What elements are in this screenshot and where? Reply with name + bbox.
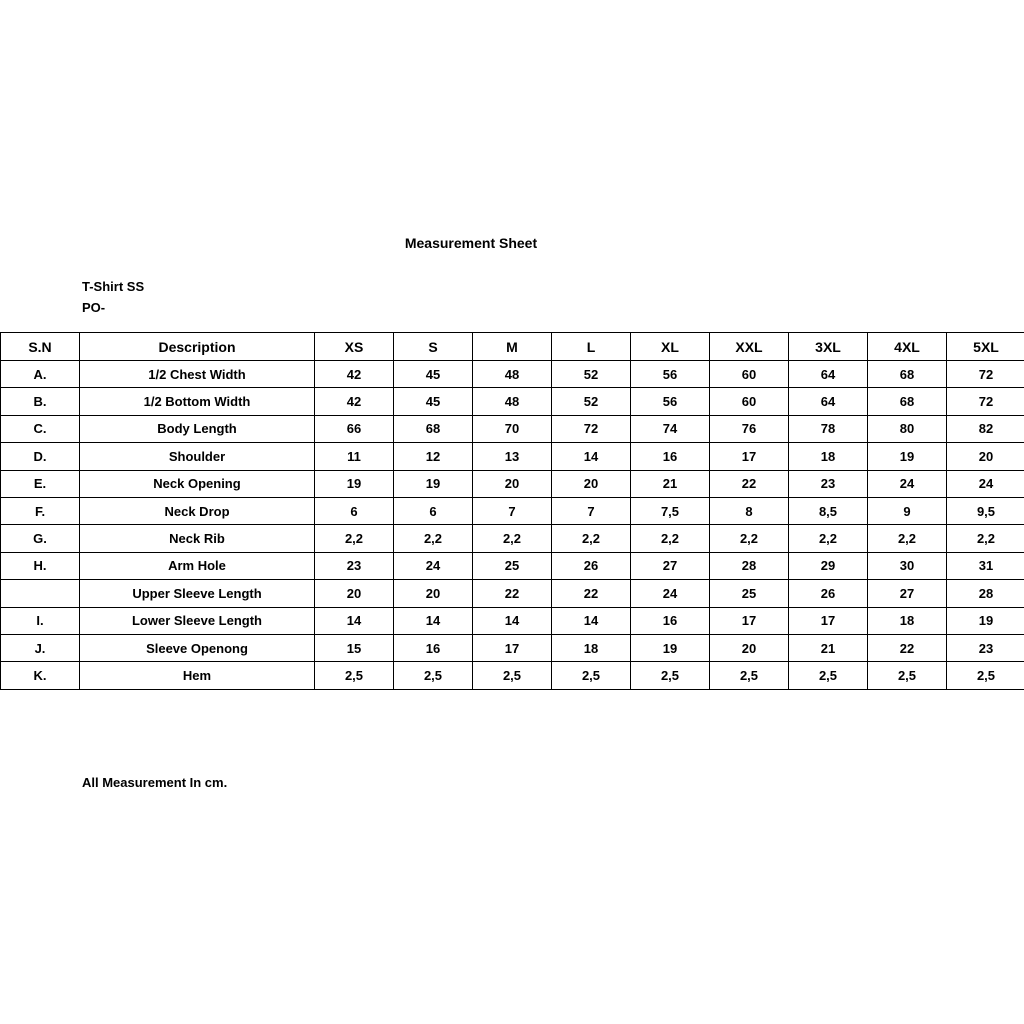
measurement-cell: 7 bbox=[552, 497, 631, 524]
row-serial-cell: A. bbox=[1, 361, 80, 388]
measurement-cell: 16 bbox=[631, 443, 710, 470]
table-body bbox=[1, 361, 1024, 690]
column-header-size-5xl: 5XL bbox=[947, 333, 1024, 361]
row-description-cell: 1/2 Bottom Width bbox=[80, 388, 315, 415]
column-header-description: Description bbox=[80, 333, 315, 361]
measurement-cell: 2,5 bbox=[947, 662, 1024, 689]
measurement-cell: 2,2 bbox=[473, 525, 552, 552]
row-serial-cell: C. bbox=[1, 415, 80, 442]
measurement-cell: 17 bbox=[789, 607, 868, 634]
measurement-cell: 9,5 bbox=[947, 497, 1024, 524]
measurement-cell: 15 bbox=[315, 634, 394, 661]
measurement-cell: 56 bbox=[631, 388, 710, 415]
measurement-cell: 2,2 bbox=[789, 525, 868, 552]
measurement-cell: 23 bbox=[789, 470, 868, 497]
row-serial-cell: F. bbox=[1, 497, 80, 524]
measurement-cell: 25 bbox=[473, 552, 552, 579]
measurement-cell: 2,2 bbox=[394, 525, 473, 552]
measurement-cell: 22 bbox=[552, 580, 631, 607]
measurement-cell: 48 bbox=[473, 388, 552, 415]
measurement-cell: 68 bbox=[868, 388, 947, 415]
measurement-cell: 26 bbox=[789, 580, 868, 607]
column-header-size-3xl: 3XL bbox=[789, 333, 868, 361]
measurement-cell: 2,5 bbox=[789, 662, 868, 689]
measurement-cell: 27 bbox=[631, 552, 710, 579]
table-row bbox=[1, 634, 1024, 661]
measurement-cell: 2,5 bbox=[868, 662, 947, 689]
measurement-cell: 52 bbox=[552, 388, 631, 415]
measurement-table-container bbox=[0, 332, 1024, 690]
measurement-cell: 20 bbox=[710, 634, 789, 661]
measurement-cell: 64 bbox=[789, 361, 868, 388]
row-serial-cell: D. bbox=[1, 443, 80, 470]
measurement-cell: 25 bbox=[710, 580, 789, 607]
measurement-cell: 14 bbox=[552, 443, 631, 470]
measurement-cell: 16 bbox=[394, 634, 473, 661]
column-header-size-4xl: 4XL bbox=[868, 333, 947, 361]
measurement-cell: 2,5 bbox=[552, 662, 631, 689]
column-header-size-xs: XS bbox=[315, 333, 394, 361]
measurement-cell: 18 bbox=[789, 443, 868, 470]
measurement-cell: 45 bbox=[394, 388, 473, 415]
measurement-cell: 20 bbox=[947, 443, 1024, 470]
measurement-cell: 72 bbox=[947, 388, 1024, 415]
table-row bbox=[1, 607, 1024, 634]
measurement-cell: 2,2 bbox=[947, 525, 1024, 552]
measurement-cell: 19 bbox=[868, 443, 947, 470]
measurement-cell: 21 bbox=[631, 470, 710, 497]
measurement-cell: 14 bbox=[473, 607, 552, 634]
column-header-size-s: S bbox=[394, 333, 473, 361]
measurement-cell: 76 bbox=[710, 415, 789, 442]
measurement-cell: 28 bbox=[710, 552, 789, 579]
measurement-cell: 24 bbox=[868, 470, 947, 497]
measurement-cell: 6 bbox=[315, 497, 394, 524]
measurement-cell: 8,5 bbox=[789, 497, 868, 524]
row-serial-cell bbox=[1, 580, 80, 607]
row-description-cell: Shoulder bbox=[80, 443, 315, 470]
measurement-cell: 13 bbox=[473, 443, 552, 470]
measurement-cell: 26 bbox=[552, 552, 631, 579]
measurement-cell: 68 bbox=[394, 415, 473, 442]
row-serial-cell: I. bbox=[1, 607, 80, 634]
measurement-cell: 2,2 bbox=[868, 525, 947, 552]
row-description-cell: Body Length bbox=[80, 415, 315, 442]
measurement-cell: 20 bbox=[394, 580, 473, 607]
measurement-cell: 9 bbox=[868, 497, 947, 524]
table-row bbox=[1, 443, 1024, 470]
sheet-title: Measurement Sheet bbox=[404, 235, 538, 251]
measurement-cell: 2,5 bbox=[315, 662, 394, 689]
measurement-cell: 31 bbox=[947, 552, 1024, 579]
measurement-cell: 7 bbox=[473, 497, 552, 524]
measurement-cell: 2,5 bbox=[394, 662, 473, 689]
measurement-cell: 23 bbox=[315, 552, 394, 579]
measurement-cell: 42 bbox=[315, 361, 394, 388]
measurement-cell: 6 bbox=[394, 497, 473, 524]
table-row bbox=[1, 662, 1024, 689]
measurement-cell: 24 bbox=[631, 580, 710, 607]
product-name: T-Shirt SS bbox=[82, 279, 145, 294]
row-description-cell: Upper Sleeve Length bbox=[80, 580, 315, 607]
column-header-sn: S.N bbox=[1, 333, 80, 361]
measurement-cell: 45 bbox=[394, 361, 473, 388]
row-description-cell: Neck Opening bbox=[80, 470, 315, 497]
column-header-size-xxl: XXL bbox=[710, 333, 789, 361]
measurement-cell: 22 bbox=[710, 470, 789, 497]
column-header-size-m: M bbox=[473, 333, 552, 361]
measurement-cell: 17 bbox=[473, 634, 552, 661]
measurement-cell: 20 bbox=[552, 470, 631, 497]
measurement-cell: 56 bbox=[631, 361, 710, 388]
measurement-cell: 2,5 bbox=[631, 662, 710, 689]
table-row bbox=[1, 580, 1024, 607]
measurement-table bbox=[0, 332, 1024, 690]
measurement-cell: 2,2 bbox=[710, 525, 789, 552]
measurement-cell: 2,2 bbox=[552, 525, 631, 552]
measurement-cell: 23 bbox=[947, 634, 1024, 661]
measurement-cell: 20 bbox=[315, 580, 394, 607]
measurement-cell: 74 bbox=[631, 415, 710, 442]
measurement-cell: 24 bbox=[947, 470, 1024, 497]
measurement-cell: 2,5 bbox=[710, 662, 789, 689]
table-row bbox=[1, 415, 1024, 442]
measurement-cell: 17 bbox=[710, 443, 789, 470]
row-serial-cell: B. bbox=[1, 388, 80, 415]
measurement-cell: 20 bbox=[473, 470, 552, 497]
row-description-cell: Neck Drop bbox=[80, 497, 315, 524]
measurement-cell: 17 bbox=[710, 607, 789, 634]
measurement-cell: 60 bbox=[710, 388, 789, 415]
measurement-cell: 14 bbox=[394, 607, 473, 634]
row-serial-cell: E. bbox=[1, 470, 80, 497]
measurement-cell: 30 bbox=[868, 552, 947, 579]
measurement-cell: 8 bbox=[710, 497, 789, 524]
measurement-cell: 78 bbox=[789, 415, 868, 442]
table-row bbox=[1, 388, 1024, 415]
measurement-cell: 52 bbox=[552, 361, 631, 388]
measurement-cell: 64 bbox=[789, 388, 868, 415]
measurement-cell: 24 bbox=[394, 552, 473, 579]
measurement-cell: 28 bbox=[947, 580, 1024, 607]
measurement-cell: 11 bbox=[315, 443, 394, 470]
row-serial-cell: G. bbox=[1, 525, 80, 552]
measurement-cell: 16 bbox=[631, 607, 710, 634]
measurement-cell: 19 bbox=[315, 470, 394, 497]
table-row bbox=[1, 470, 1024, 497]
po-number: PO- bbox=[82, 300, 106, 315]
measurement-cell: 2,5 bbox=[473, 662, 552, 689]
table-header-row bbox=[1, 333, 1024, 361]
row-description-cell: Lower Sleeve Length bbox=[80, 607, 315, 634]
measurement-cell: 14 bbox=[315, 607, 394, 634]
row-description-cell: Hem bbox=[80, 662, 315, 689]
measurement-cell: 2,2 bbox=[315, 525, 394, 552]
row-description-cell: Arm Hole bbox=[80, 552, 315, 579]
row-serial-cell: H. bbox=[1, 552, 80, 579]
measurement-cell: 29 bbox=[789, 552, 868, 579]
measurement-cell: 42 bbox=[315, 388, 394, 415]
table-row bbox=[1, 525, 1024, 552]
column-header-size-l: L bbox=[552, 333, 631, 361]
table-row bbox=[1, 552, 1024, 579]
measurement-cell: 12 bbox=[394, 443, 473, 470]
measurement-cell: 18 bbox=[552, 634, 631, 661]
measurement-cell: 7,5 bbox=[631, 497, 710, 524]
measurement-cell: 72 bbox=[947, 361, 1024, 388]
row-description-cell: 1/2 Chest Width bbox=[80, 361, 315, 388]
measurement-cell: 48 bbox=[473, 361, 552, 388]
measurement-cell: 14 bbox=[552, 607, 631, 634]
column-header-size-xl: XL bbox=[631, 333, 710, 361]
measurement-cell: 18 bbox=[868, 607, 947, 634]
measurement-cell: 66 bbox=[315, 415, 394, 442]
row-description-cell: Sleeve Openong bbox=[80, 634, 315, 661]
measurement-cell: 27 bbox=[868, 580, 947, 607]
measurement-cell: 2,2 bbox=[631, 525, 710, 552]
row-serial-cell: K. bbox=[1, 662, 80, 689]
table-row bbox=[1, 361, 1024, 388]
measurement-cell: 19 bbox=[631, 634, 710, 661]
row-serial-cell: J. bbox=[1, 634, 80, 661]
measurement-cell: 70 bbox=[473, 415, 552, 442]
measurement-cell: 60 bbox=[710, 361, 789, 388]
measurement-cell: 72 bbox=[552, 415, 631, 442]
row-description-cell: Neck Rib bbox=[80, 525, 315, 552]
measurement-cell: 80 bbox=[868, 415, 947, 442]
measurement-cell: 19 bbox=[394, 470, 473, 497]
measurement-cell: 21 bbox=[789, 634, 868, 661]
measurement-cell: 22 bbox=[868, 634, 947, 661]
measurement-cell: 68 bbox=[868, 361, 947, 388]
measurement-cell: 82 bbox=[947, 415, 1024, 442]
measurement-cell: 22 bbox=[473, 580, 552, 607]
measurement-cell: 19 bbox=[947, 607, 1024, 634]
units-note: All Measurement In cm. bbox=[82, 775, 228, 790]
table-row bbox=[1, 497, 1024, 524]
